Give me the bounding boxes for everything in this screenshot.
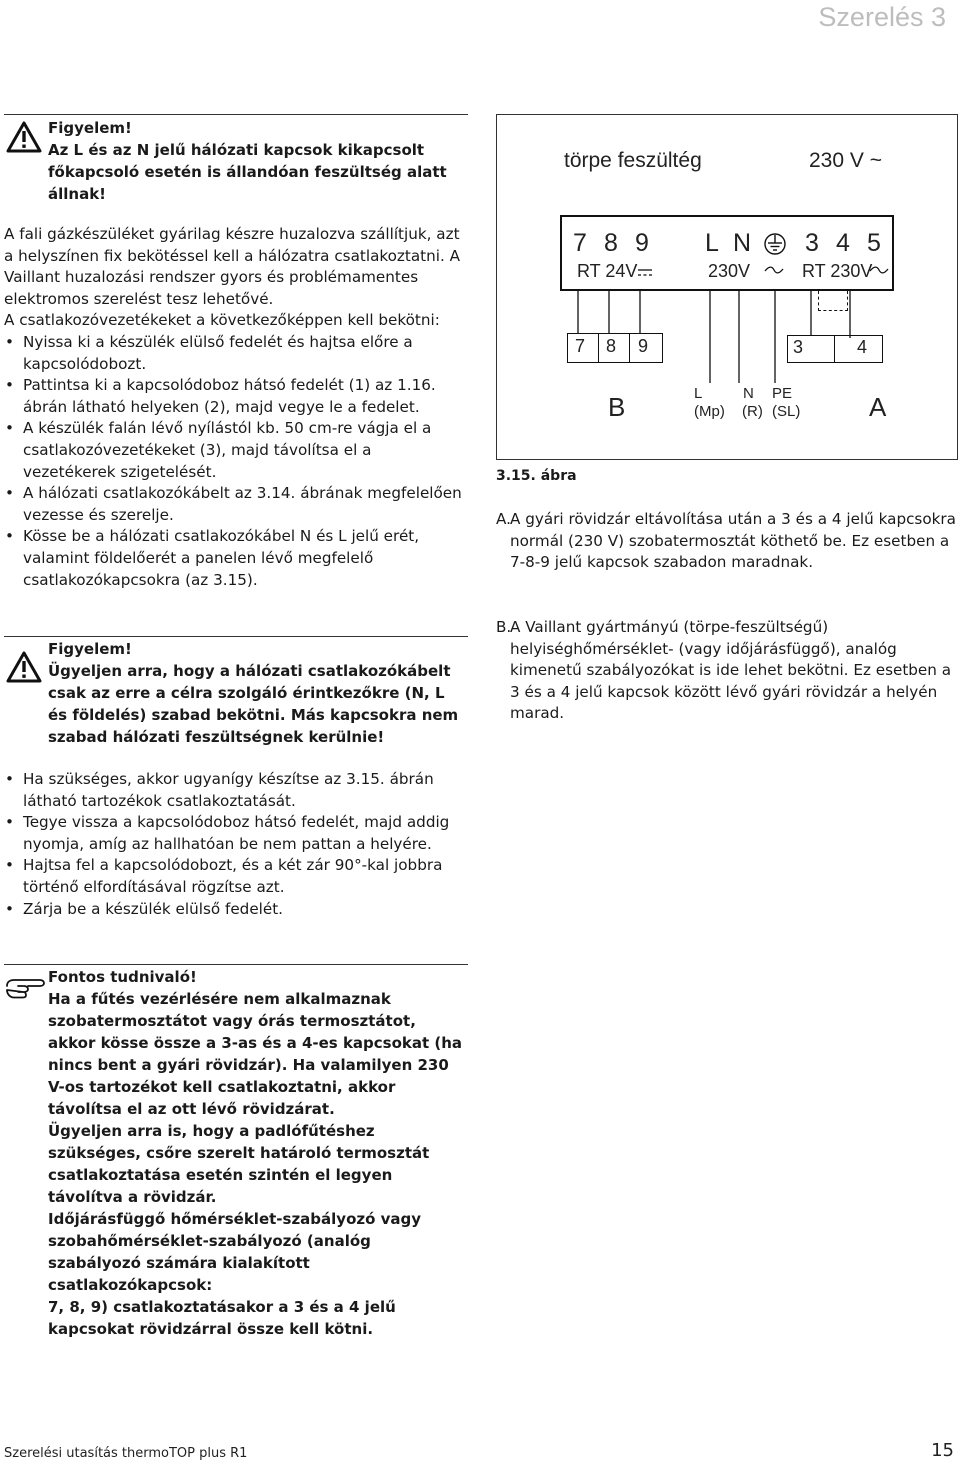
wire-n-label: N — [743, 385, 754, 402]
info-box — [48, 966, 468, 1340]
warning2-box — [48, 638, 468, 748]
note-b-text: A Vaillant gyártmányú (törpe-feszültségű) helyiséghőmérséklet- (vagy időjárásfüggő), analóg kimenetű szabályozókat is ide lehet bekötni. Ez esetben a 3 és a 4 jelű kapcsok között lévő gyári rövidzár a helyén marad. — [510, 618, 952, 723]
warning2-text: Ügyeljen arra, hogy a hálózati csatlakozókábelt csak az erre a célra szolgáló érintkezőkre (N, L és földelés) szabad bekötni. Más kapcsokra nem szabad hálózati feszültségnek kerülnie! — [48, 662, 459, 746]
terminal-label: 4 — [836, 229, 850, 257]
terminal-label: 3 — [805, 229, 819, 257]
label-low-voltage: törpe feszültég — [564, 149, 702, 172]
footer-doc-title: Szerelési utasítás thermoTOP plus R1 — [4, 1446, 248, 1461]
figure-caption: 3.15. ábra — [496, 468, 577, 484]
list-item: • A hálózati csatlakozókábelt az 3.14. ábrának megfelelően vezesse és szerelje. — [4, 483, 468, 526]
wire-pe-label: PE — [772, 385, 793, 402]
wiring-lines — [497, 115, 959, 461]
intro-section — [4, 224, 468, 591]
wire-pe-sub: (SL) — [772, 403, 801, 420]
plug-b-pin: 9 — [638, 336, 649, 356]
warning2-rule — [4, 636, 468, 637]
chapter-title: Szerelés 3 — [818, 2, 946, 32]
plug-a-pin: 4 — [857, 337, 868, 357]
list-item: • Kösse be a hálózati csatlakozókábel N és L jelű erét, valamint földelőerét a panelen lévő megfelelő csatlakozókapcsokra (az 3.15). — [4, 526, 468, 591]
terminal-label: L — [705, 229, 719, 257]
terminal-label: 7 — [573, 229, 587, 257]
wiring-diagram — [496, 114, 958, 460]
info-title: Fontos tudnivaló! — [48, 968, 197, 986]
list-item: • Pattintsa ki a kapcsolódoboz hátsó fedelét (1) az 1.16. ábrán látható helyeken (2), majd vegye le a fedelet. — [4, 375, 468, 418]
list-item: • A készülék falán lévő nyílástól kb. 50 cm-re vágja el a csatlakozóvezetékeket (3), majd távolítsa el a vezetékerek szigetelését. — [4, 418, 468, 483]
group-230v-label: 230V — [708, 261, 751, 281]
note-a — [496, 509, 956, 574]
list-item: • Tegye vissza a kapcsolódoboz hátsó fedelét, majd addig nyomja, amíg az hallhatóan be nem pattan a helyére. — [4, 812, 468, 855]
warning-triangle-icon — [6, 651, 42, 683]
steps-list-2 — [4, 769, 468, 920]
list-item: • Zárja be a készülék elülső fedelét. — [4, 899, 468, 921]
list-item: • Nyissa ki a készülék elülső fedelét és hajtsa előre a kapcsolódobozt. — [4, 332, 468, 375]
list-item: • Ha szükséges, akkor ugyanígy készítse az 3.15. ábrán látható tartozékok csatlakoztatását. — [4, 769, 468, 812]
plug-a-pin: 3 — [793, 337, 804, 357]
warning2-title: Figyelem! — [48, 640, 132, 658]
wire-l-label: L — [694, 385, 703, 402]
wire-l-sub: (Mp) — [694, 403, 725, 420]
plug-b-pin: 7 — [575, 336, 586, 356]
steps-section-2 — [4, 769, 468, 920]
info-rule — [4, 964, 468, 965]
warning1-text: Az L és az N jelű hálózati kapcsok kikapcsolt főkapcsoló esetén is állandóan feszültség alatt állnak! — [48, 141, 447, 203]
terminal-label: 9 — [635, 229, 649, 257]
intro-paragraph-2: A csatlakozóvezetékeket a következőképpen kell bekötni: — [4, 311, 440, 330]
terminal-label: 5 — [867, 229, 881, 257]
note-a-label: A. — [496, 510, 511, 528]
warning1-title: Figyelem! — [48, 119, 132, 137]
note-a-text: A gyári rövidzár eltávolítása után a 3 és a 4 jelű kapcsokra normál (230 V) szobatermosztát köthető be. Ez esetben a 7-8-9 jelű kapcsok szabadon maradnak. — [510, 510, 956, 572]
label-b: B — [608, 392, 626, 422]
warning1-box — [48, 117, 468, 205]
intro-paragraph-1: A fali gázkészüléket gyárilag készre huzalozva szállítjuk, azt a helyszínen fix bekötéssel kell a hálózatra csatlakoztatni. A Vaillant huzalozási rendszer gyors és problémamentes elektromos szerelést tesz lehetővé. — [4, 225, 460, 308]
label-a: A — [869, 392, 887, 422]
warning-triangle-icon — [6, 121, 42, 153]
steps-list-1 — [4, 332, 468, 591]
label-230v: 230 V ~ — [809, 149, 882, 172]
info-paragraph: 7, 8, 9) csatlakoztatásakor a 3 és a 4 jelű kapcsokat rövidzárral össze kell kötni. — [48, 1298, 396, 1338]
page-number: 15 — [931, 1440, 954, 1461]
info-paragraph: Ügyeljen arra is, hogy a padlófűtéshez szükséges, csőre szerelt határoló termosztát csatlakoztatása esetén szintén el legyen távolítva a rövidzár. — [48, 1122, 430, 1206]
plug-b-pin: 8 — [606, 336, 617, 356]
terminal-label: 8 — [604, 229, 618, 257]
info-paragraph: Időjárásfüggő hőmérséklet-szabályozó vagy szobahőmérséklet-szabályozó (analóg szabályozó számára kialakított csatlakozókapcsok: — [48, 1210, 422, 1294]
wire-n-sub: (R) — [742, 403, 763, 420]
note-b — [496, 617, 956, 725]
note-b-label: B. — [496, 618, 512, 636]
terminal-label: N — [733, 229, 752, 257]
pointing-hand-icon — [4, 970, 48, 1000]
list-item: • Hajtsa fel a kapcsolódobozt, és a két zár 90°-kal jobbra történő elfordításával rögzítse azt. — [4, 855, 468, 898]
group-rt230-label: RT 230V — [802, 261, 873, 281]
info-paragraph: Ha a fűtés vezérlésére nem alkalmaznak szobatermosztátot vagy órás termosztátot, akkor kösse össze a 3-as és a 4-es kapcsokat (ha nincs bent a gyári rövidzár). Ha valamilyen 230 V-os tartozékot kell csatlakoztatni, akkor távolítsa el az ott lévő rövidzárat. — [48, 990, 463, 1118]
group-rt24-label: RT 24V — [577, 261, 638, 281]
warning1-rule — [4, 114, 468, 115]
